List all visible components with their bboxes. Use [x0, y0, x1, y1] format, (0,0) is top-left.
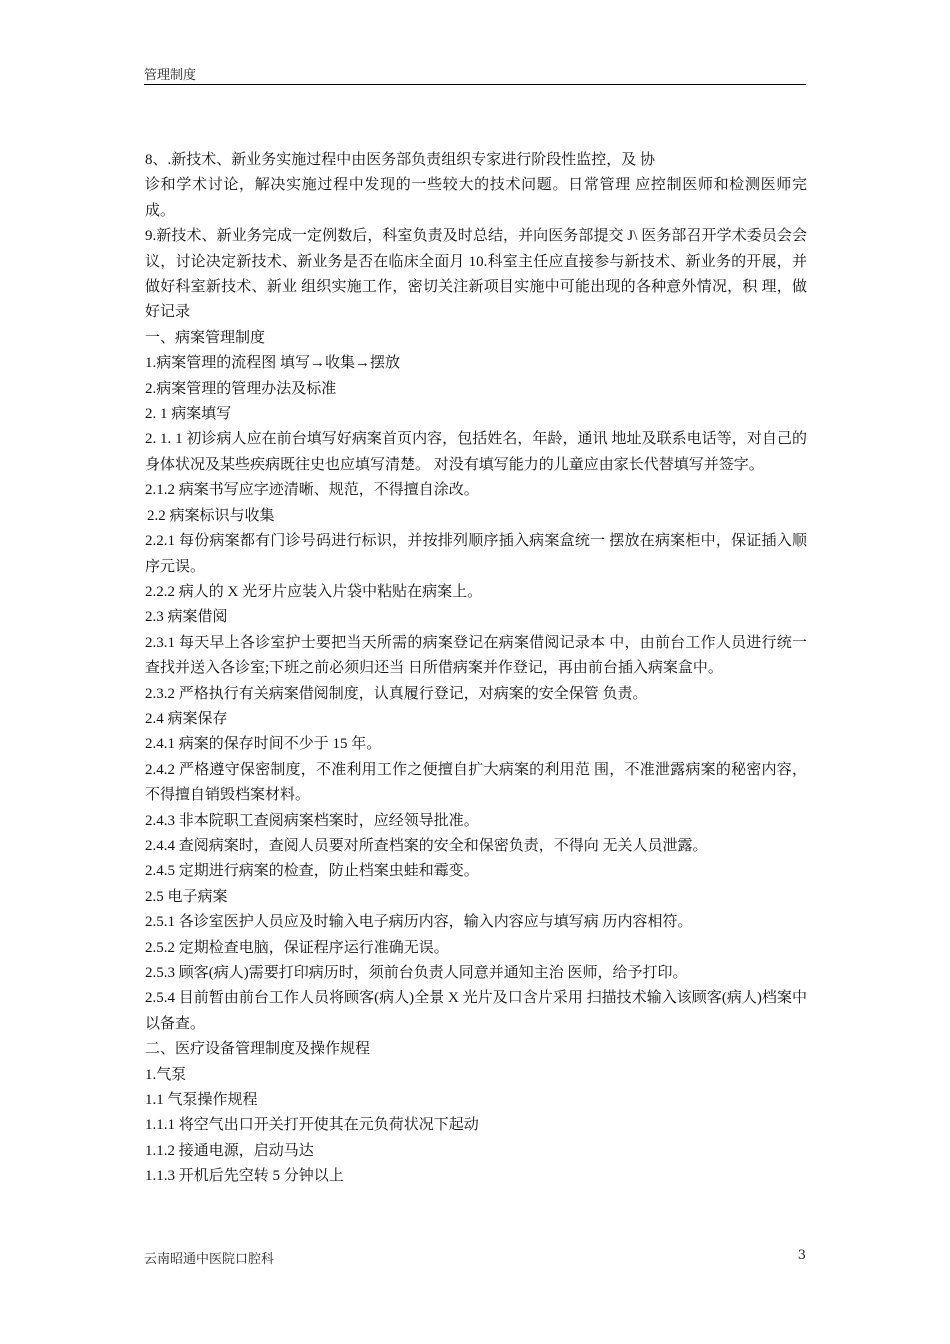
paragraph: 1.1.2 接通电源，启动马达: [145, 1142, 314, 1159]
page-header: [144, 64, 806, 85]
paragraph: 诊和学术讨论，解决实施过程中发现的一些较大的技术问题。日常管理 应控制医师和检测医师完成。: [145, 177, 807, 219]
document-body: [145, 148, 807, 1190]
subsection-heading: 2.2 病案标识与收集: [147, 507, 275, 524]
paragraph: 1.1.1 将空气出口开关打开使其在元负荷状况下起动: [145, 1117, 479, 1134]
paragraph: 2.3.1 每天早上各诊室护士要把当天所需的病案登记在病案借阅记录本 中，由前台工作人员进行统一查找并送入各诊室;下班之前必须归还当 日所借病案并作登记，再由前台插入病案盒中。: [145, 634, 807, 677]
paragraph: 2.5.3 顾客(病人)需要打印病历时，须前台负责人同意并通知主治 医师，给予打印。: [145, 965, 688, 981]
paragraph: 2.4.4 查阅病案时，查阅人员要对所查档案的安全和保密负责，不得向 无关人员泄露。: [145, 837, 708, 854]
paragraph: 1.1.3 开机后先空转 5 分钟以上: [145, 1168, 344, 1185]
section-heading: 二、医疗设备管理制度及操作规程: [145, 1041, 371, 1058]
subsection-heading: 2.3 病案借阅: [145, 609, 228, 626]
paragraph: 2.病案管理的管理办法及标准: [145, 380, 337, 397]
paragraph: 2.5.4 目前暂由前台工作人员将顾客(病人)全景 X 光片及口含片采用 扫描技术输入该顾客(病人)档案中以备查。: [145, 990, 807, 1032]
paragraph: 2.3.2 严格执行有关病案借阅制度，认真履行登记，对病案的安全保管 负责。: [145, 685, 648, 702]
paragraph: 2.4.2 严格遵守保密制度，不准利用工作之便擅自扩大病案的利用范 围，不准泄露病案的秘密内容，不得擅自销毁档案材料。: [145, 761, 807, 804]
subsection-heading: 2.5 电子病案: [145, 888, 228, 905]
subsection-heading: 1.1 气泵操作规程: [145, 1092, 258, 1109]
paragraph: 2.5.1 各诊室医护人员应及时输入电子病历内容，输入内容应与填写病 历内容相符。: [145, 914, 693, 931]
page-footer: [144, 1248, 806, 1266]
subsection-heading: 2. 1 病案填写: [145, 406, 232, 423]
header-title: 管理制度: [144, 68, 197, 83]
paragraph: 2.4.3 非本院职工查阅病案档案时，应经领导批准。: [145, 812, 479, 829]
paragraph: 2. 1. 1 初诊病人应在前台填写好病案首页内容，包括姓名，年龄，通讯 地址及联系电话等，对自己的身体状况及某些疾病既往史也应填写清楚。 对没有填写能力的儿童应由家长代替填写并签字。: [145, 431, 807, 473]
section-heading: 一、病案管理制度: [145, 329, 266, 346]
paragraph: 2.1.2 病案书写应字迹清晰、规范，不得擅自涂改。: [145, 482, 479, 499]
page-number: 3: [797, 1248, 806, 1263]
paragraph: 1.气泵: [145, 1066, 187, 1083]
footer-organization: 云南昭通中医院口腔科: [144, 1252, 275, 1267]
paragraph: 2.2.1 每份病案都有门诊号码进行标识，并按排列顺序插入病案盒统一 摆放在病案柜中，保证插入顺序元误。: [145, 533, 807, 575]
paragraph: 2.5.2 定期检查电脑，保证程序运行准确无误。: [145, 939, 449, 956]
paragraph: 2.4.5 定期进行病案的检查，防止档案虫蛙和霉变。: [145, 863, 479, 880]
paragraph: 2.4.1 病案的保存时间不少于 15 年。: [145, 736, 382, 753]
paragraph: 8、.新技术、新业务实施过程中由医务部负责组织专家进行阶段性监控，及 协: [145, 152, 656, 168]
paragraph: 2.2.2 病人的 X 光牙片应装入片袋中粘贴在病案上。: [145, 583, 483, 600]
subsection-heading: 2.4 病案保存: [145, 710, 228, 727]
paragraph: 9.新技术、新业务完成一定例数后，科室负责及时总结，并向医务部提交 J\ 医务部召开学术委员会会议，讨论决定新技术、新业务是否在临床全面月 10.科室主任应直接参与新技术、新业务的开展，并做好科室新技术、新业 组织实施工作，密切关注新项目实施中可能出现的各种意外情况，积 理，做好记录: [145, 228, 807, 321]
paragraph: 1.病案管理的流程图 填写→收集→摆放: [145, 355, 401, 372]
